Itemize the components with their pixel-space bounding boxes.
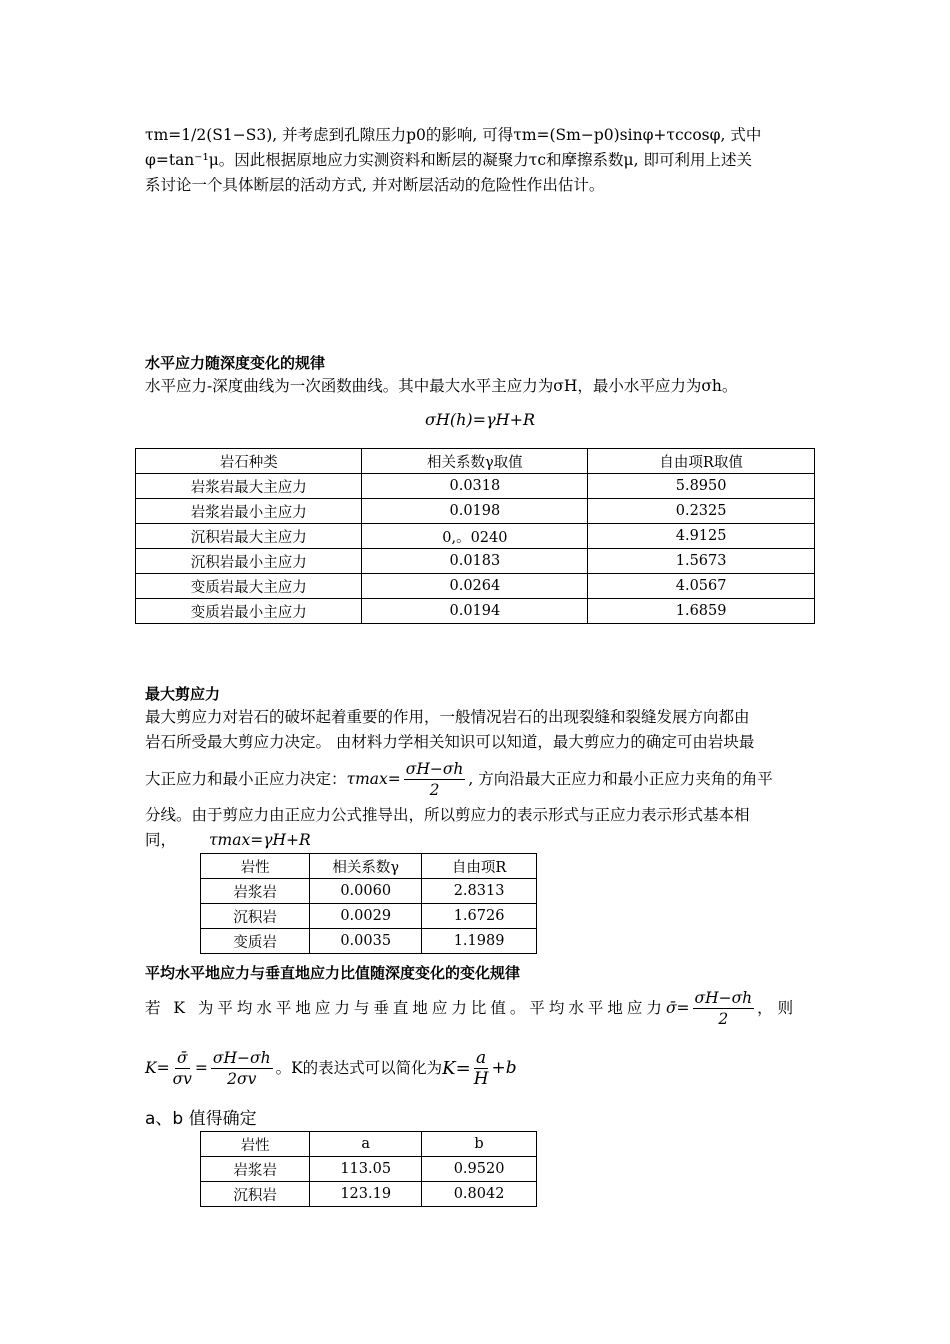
- table-row: [136, 549, 815, 574]
- fraction-numerator: σH−σh: [694, 988, 753, 1007]
- table-cell: 1.6859: [588, 599, 815, 624]
- fraction-denominator: 2: [429, 780, 440, 799]
- section2-line-3-text: 大正应力和最小正应力决定：: [145, 769, 347, 788]
- k-label: K=: [145, 1058, 170, 1077]
- table-row: [201, 1157, 537, 1182]
- section2-line-5-text: 同，: [145, 831, 177, 849]
- table-cell: 变质岩最大主应力: [136, 574, 362, 599]
- table-cell: 1.1989: [422, 929, 537, 954]
- stress-table: [135, 448, 815, 624]
- table-row: [136, 499, 815, 524]
- table-row: [201, 929, 537, 954]
- section2-paragraph: [145, 705, 807, 853]
- table-header: 岩性: [201, 1132, 310, 1157]
- shear-table: [200, 853, 537, 954]
- table-row: [201, 879, 537, 904]
- fraction-numerator: σH−σh: [405, 759, 464, 778]
- table-header: 岩性: [201, 854, 310, 879]
- table-cell: 123.19: [310, 1182, 422, 1207]
- section1-title: 水平应力随深度变化的规律: [145, 354, 326, 372]
- k-simplified-rhs: +b: [491, 1057, 517, 1078]
- table-row: [136, 574, 815, 599]
- table-row: [201, 904, 537, 929]
- table-cell: 0.2325: [588, 499, 815, 524]
- intro-line-1: τm=1/2(S1−S3), 并考虑到孔隙压力p0的影响, 可得τm=(Sm−p0)sinφ+τccosφ, 式中: [145, 126, 762, 144]
- table-cell: 变质岩: [201, 929, 310, 954]
- table-header-row: [201, 1132, 537, 1157]
- section3-line-1: [145, 985, 807, 1031]
- section2-title: 最大剪应力: [145, 685, 221, 703]
- table-header: 自由项R: [422, 854, 537, 879]
- table-row: [201, 1182, 537, 1207]
- table-cell: 沉积岩最大主应力: [136, 524, 362, 549]
- table-cell: 0.0060: [310, 879, 422, 904]
- table-header: 自由项R取值: [588, 449, 815, 474]
- tau-max-label: τmax=: [346, 769, 401, 788]
- table-header: b: [422, 1132, 537, 1157]
- table-cell: 0.8042: [422, 1182, 537, 1207]
- tau-max-fraction: [404, 759, 466, 800]
- table-cell: 4.9125: [588, 524, 815, 549]
- table-header-row: [201, 854, 537, 879]
- table-cell: 0.0264: [362, 574, 588, 599]
- fraction-numerator: a: [476, 1047, 487, 1068]
- table-cell: 5.8950: [588, 474, 815, 499]
- table-cell: 0.0198: [362, 499, 588, 524]
- k-simplified-label: K=: [442, 1057, 471, 1079]
- table-cell: 113.05: [310, 1157, 422, 1182]
- table-cell: 岩浆岩: [201, 879, 310, 904]
- fraction-denominator: 2σv: [227, 1069, 257, 1088]
- section2-line-3-tail: , 方向沿最大正应力和最小正应力夹角的角平: [468, 769, 773, 788]
- section3-line-1-tail: ， 则: [757, 998, 794, 1017]
- table-cell: 岩浆岩: [201, 1157, 310, 1182]
- section3-line-1-text: 若 K 为平均水平地应力与垂直地应力比值。平均水平地应力: [145, 998, 666, 1017]
- table-cell: 0.0194: [362, 599, 588, 624]
- section2-line-2: 岩石所受最大剪应力决定。 由材料力学相关知识可以知道，最大剪应力的确定可由岩块最: [145, 733, 755, 751]
- k-fraction-1: [173, 1048, 192, 1089]
- table-cell: 岩浆岩最小主应力: [136, 499, 362, 524]
- sigma-bar-label: σ̄=: [665, 998, 690, 1017]
- intro-paragraph: [145, 123, 807, 198]
- table-cell: 1.6726: [422, 904, 537, 929]
- table-header: 相关系数γ取值: [362, 449, 588, 474]
- tau-max-formula: τmax=γH+R: [208, 831, 311, 849]
- table-cell: 变质岩最小主应力: [136, 599, 362, 624]
- table-cell: 1.5673: [588, 549, 815, 574]
- section1-text: 水平应力-深度曲线为一次函数曲线。其中最大水平主应力为σH，最小水平应力为σh。: [145, 377, 738, 395]
- section3-subtitle: a、b 值得确定: [145, 1109, 257, 1129]
- table-header: a: [310, 1132, 422, 1157]
- table-row: [136, 599, 815, 624]
- table-cell: 4.0567: [588, 574, 815, 599]
- table-header-row: [136, 449, 815, 474]
- section2-line-4: 分线。由于剪应力由正应力公式推导出，所以剪应力的表示形式与正应力表示形式基本相: [145, 806, 750, 824]
- k-fraction-2: [211, 1048, 273, 1089]
- fraction-numerator: σH−σh: [212, 1048, 271, 1067]
- section3-title: 平均水平地应力与垂直地应力比值随深度变化的变化规律: [145, 964, 521, 982]
- fraction-denominator: 2: [718, 1009, 729, 1028]
- fraction-numerator: σ̄: [176, 1048, 188, 1067]
- table-cell: 0.0183: [362, 549, 588, 574]
- table-cell: 2.8313: [422, 879, 537, 904]
- table-row: [136, 474, 815, 499]
- table-cell: 0,。0240: [362, 524, 588, 549]
- ratio-table: [200, 1131, 537, 1207]
- table-row: [136, 524, 815, 549]
- table-cell: 沉积岩: [201, 1182, 310, 1207]
- section2-line-5: [145, 828, 807, 853]
- table-cell: 0.0318: [362, 474, 588, 499]
- section2-line-3: [145, 755, 807, 803]
- intro-line-3: 系讨论一个具体断层的活动方式, 并对断层活动的危险性作出估计。: [145, 176, 605, 194]
- sigma-bar-fraction: [693, 988, 755, 1029]
- k-formula-line: K= $\frac{\sigmā}{\sigma v}$ = $\frac{\sigma H-\sigma h}{2\sigma v}$ 。K的表达式可以简化为 K= $\frac{a}{H}$ +b: [145, 1047, 517, 1089]
- k-simplified-fraction: [474, 1048, 489, 1089]
- table-cell: 0.0029: [310, 904, 422, 929]
- k-mid-text: 。K的表达式可以简化为: [275, 1058, 443, 1077]
- intro-line-2: φ=tan⁻¹μ。因此根据原地应力实测资料和断层的凝聚力τc和摩擦系数μ, 即可利用上述关: [145, 151, 752, 169]
- fraction-denominator: σv: [172, 1069, 192, 1088]
- table-cell: 沉积岩最小主应力: [136, 549, 362, 574]
- table-cell: 0.0035: [310, 929, 422, 954]
- table-header: 相关系数γ: [310, 854, 422, 879]
- table-header: 岩石种类: [136, 449, 362, 474]
- table-cell: 岩浆岩最大主应力: [136, 474, 362, 499]
- table-cell: 沉积岩: [201, 904, 310, 929]
- section2-line-1: 最大剪应力对岩石的破坏起着重要的作用，一般情况岩石的出现裂缝和裂缝发展方向都由: [145, 708, 750, 726]
- fraction-denominator: H: [473, 1068, 489, 1089]
- table-cell: 0.9520: [422, 1157, 537, 1182]
- section1-formula: σH(h)=γH+R: [425, 410, 536, 429]
